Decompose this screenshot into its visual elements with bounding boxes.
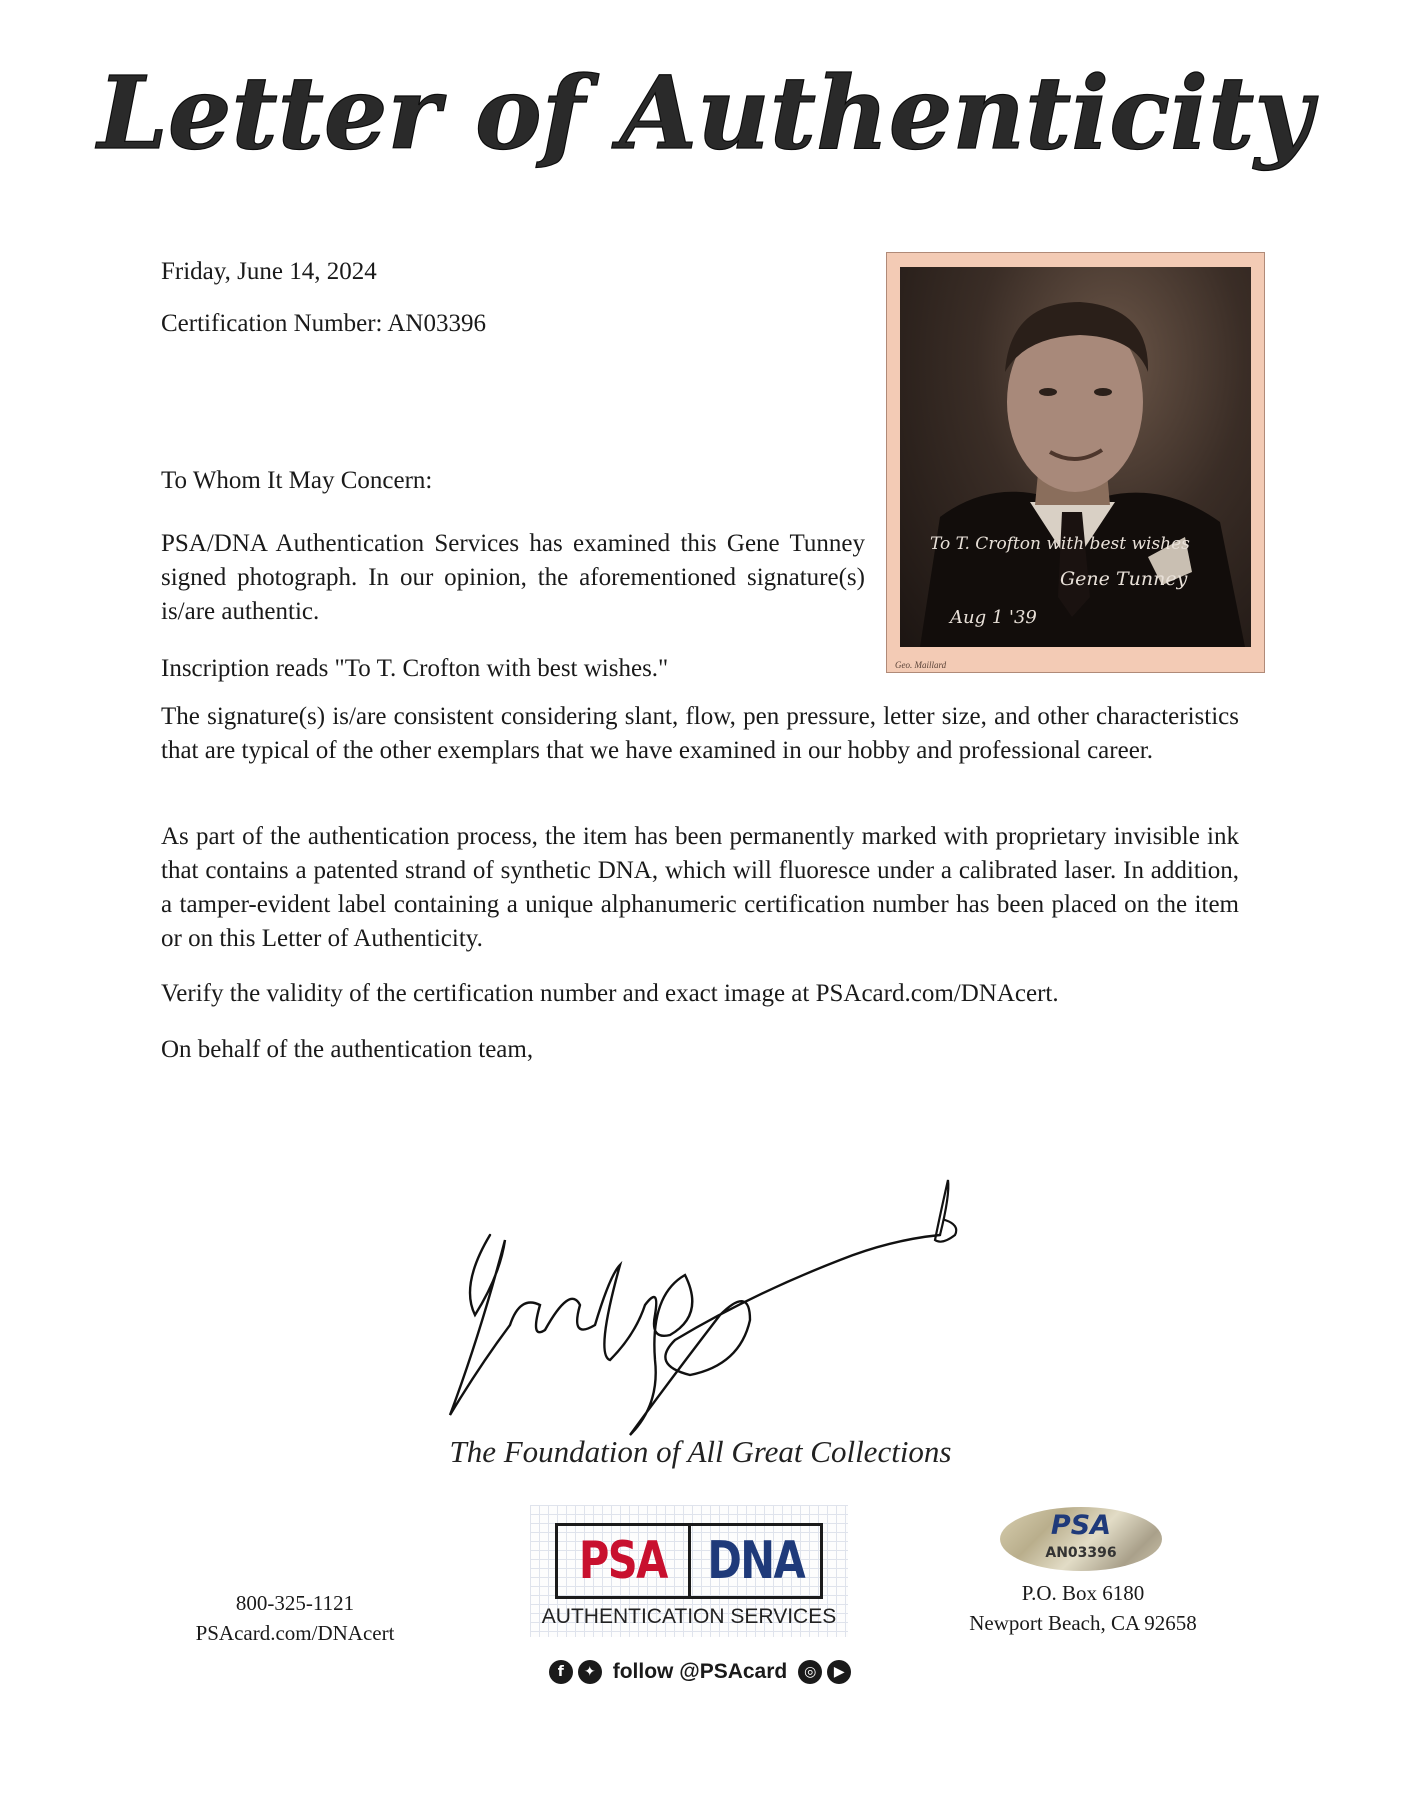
salutation: To Whom It May Concern: <box>161 467 433 494</box>
address-line-1: P.O. Box 6180 <box>1021 1581 1145 1605</box>
social-follow-row <box>540 1656 860 1688</box>
psa-wordmark: PSA <box>578 1531 667 1591</box>
psa-dna-logo <box>530 1505 848 1637</box>
contact-info <box>190 1588 400 1648</box>
wordmark-divider <box>688 1526 691 1596</box>
authenticator-signature <box>420 1165 980 1455</box>
photo-inscription: To T. Crofton with best wishes <box>930 534 1190 554</box>
verify-line: Verify the validity of the certification number and exact image at PSAcard.com/DNAcert. <box>161 980 1059 1007</box>
dna-process-paragraph: As part of the authentication process, the item has been permanently marked with proprietary invisible ink that contains a patented strand of synthetic DNA, which will fluoresce under a calibrated laser. In addition, a tamper-evident label containing a unique alphanumeric certification number has been placed on the item or on this Letter of Authenticity. <box>161 823 1239 952</box>
certification-number: Certification Number: AN03396 <box>161 310 486 337</box>
facebook-icon[interactable]: f <box>549 1660 573 1684</box>
phone-number: 800-325-1121 <box>235 1591 355 1615</box>
sticker-brand: PSA <box>1050 1510 1112 1541</box>
studio-mark: Geo. Maillard <box>895 660 947 670</box>
mailing-address <box>948 1578 1218 1638</box>
examination-paragraph: PSA/DNA Authentication Services has examined this Gene Tunney signed photograph. In our opinion, the aforementioned signature(s) is/are authentic. <box>161 530 865 625</box>
website-link[interactable]: PSAcard.com/DNAcert <box>195 1621 395 1645</box>
letter-title-text: Letter of Authenticity <box>97 54 1313 172</box>
letter-date: Friday, June 14, 2024 <box>161 258 377 285</box>
follow-handle[interactable]: follow @PSAcard <box>612 1660 788 1683</box>
address-line-2: Newport Beach, CA 92658 <box>969 1611 1197 1635</box>
photo-date: Aug 1 '39 <box>950 607 1037 628</box>
youtube-icon[interactable]: ▶ <box>827 1660 851 1684</box>
signed-photograph <box>886 252 1265 673</box>
sticker-cert-number: AN03396 <box>1045 1545 1117 1561</box>
portrait-photo <box>900 267 1251 647</box>
instagram-icon[interactable]: ◎ <box>798 1660 822 1684</box>
authentication-services-label: AUTHENTICATION SERVICES <box>541 1605 837 1628</box>
company-motto: The Foundation of All Great Collections <box>449 1434 952 1469</box>
closing-line: On behalf of the authentication team, <box>161 1036 534 1063</box>
inscription-line: Inscription reads "To T. Crofton with best wishes." <box>161 655 669 682</box>
psa-hologram-sticker <box>1000 1507 1162 1571</box>
psa-dna-wordmark <box>555 1523 823 1599</box>
dna-wordmark: DNA <box>706 1531 804 1591</box>
twitter-icon[interactable]: ✦ <box>578 1660 602 1684</box>
letter-title <box>97 40 1313 180</box>
consistency-paragraph: The signature(s) is/are consistent considering slant, flow, pen pressure, letter size, and other characteristics that are typical of the other exemplars that we have examined in our hobby and professional career. <box>161 703 1239 764</box>
photo-signature: Gene Tunney <box>1060 568 1188 590</box>
